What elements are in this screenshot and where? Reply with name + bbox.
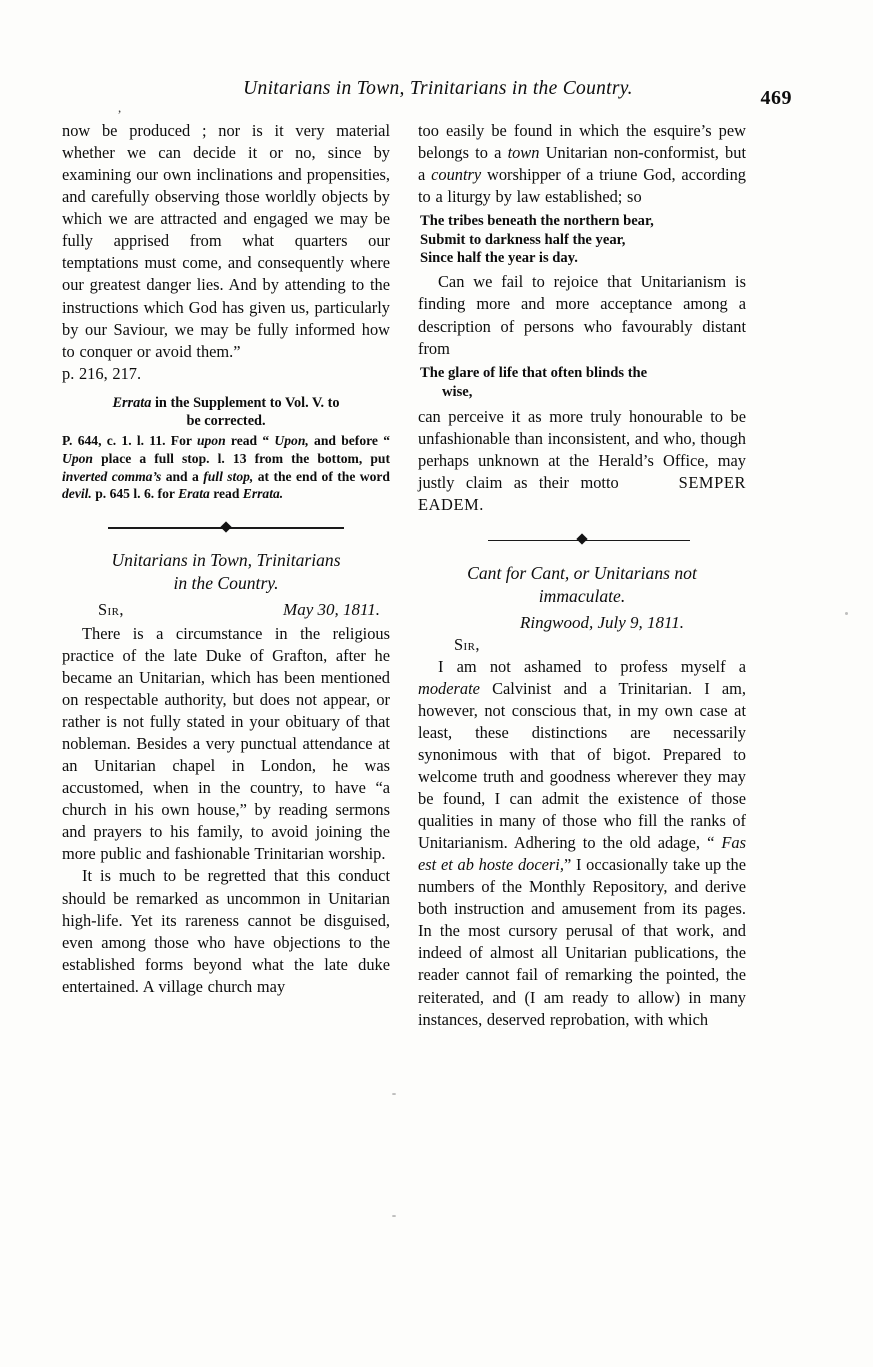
- right-paragraph-after-verse-2: [418, 406, 746, 516]
- errata-l2-it2: full stop,: [203, 468, 254, 484]
- errata-l3-it: Errata.: [242, 486, 284, 502]
- right-art-b: Calvinist and a Trinitarian. I am, however, not conscious that, in my own case at least, these distinctions are necessarily synonimous with that of bigot. Prepared to welcome truth and goodness wherever they may be found, I can admit the existence of those qualities in many of those who fill the ranks of Unitarianism. Adhering to the old adage, “: [418, 678, 746, 853]
- left-column: [62, 120, 390, 1031]
- errata-l2b: and a: [161, 468, 204, 484]
- errata-body: [62, 432, 390, 503]
- ornamental-divider-right: [418, 530, 746, 552]
- verse2-line2: wise,: [442, 383, 473, 400]
- right-cont-b: Unitarian non-conformist, but a: [418, 143, 746, 185]
- right-cont-italic-country: country: [431, 165, 482, 185]
- page-number: 469: [760, 87, 792, 109]
- right-art-a: I am not ashamed to profess myself a: [438, 656, 746, 676]
- scan-speck: [392, 1093, 396, 1095]
- errata-l1b: read “: [225, 433, 275, 449]
- left-continued-paragraph: now be produced ; nor is it very material whether we can decide it or no, since by examining our own inclinations and propensities, and carefully observing those worldly objects by which we are attracted and engaged we may be fully apprised from what quarters our temptations must come, and consequently where our greatest danger lies. And by attending to the instructions which God has given us, particularly by our Saviour, we may be fully informed how to conquer or avoid them.”: [62, 121, 390, 361]
- errata-heading: [62, 394, 390, 431]
- errata-l2d: p. 645 l. 6. for: [91, 486, 179, 502]
- dateline-right: Ringwood, July 9, 1811.: [520, 612, 684, 632]
- verse1-line3: Since half the year is day.: [420, 250, 578, 266]
- errata-l1-it2: Upon,: [274, 433, 309, 449]
- salutation-left: Sir,: [98, 599, 124, 619]
- left-article-paragraph-1: There is a circumstance in the religious practice of the late Duke of Grafton, after he became an Unitarian, which has been mentioned on respectable authority, but does not appear, or rather is not fully stated in your obituary of that nobleman. Besides a very punctual attendance at an Unitarian chapel in London, he was accustomed, when in the country, to have “a church in his own house,” by reading sermons and prayers to his family, to avoid joining the more public and fashionable Trinitarian worship.: [62, 623, 390, 864]
- verse-quotation-2: [418, 364, 746, 402]
- divider-rule: [488, 540, 690, 542]
- article-title-line1: Unitarians in Town, Trinitarians: [111, 550, 341, 571]
- two-column-layout: [62, 120, 814, 1031]
- errata-l1c: and before “: [308, 433, 390, 449]
- errata-l1-it1: upon: [196, 433, 226, 449]
- page-content: [62, 78, 814, 1031]
- right-art-c: ” I occasionally take up the numbers of the Monthly Repository, and derive both instruction and amusement from its pages. In the most cursory perusal of that work, and indeed of almost all Unitarian publications, the reader cannot fail of remarking the pointed, the reiterated, and (I am ready to allow) in many instances, deserved reprobation, with which: [418, 855, 747, 1029]
- right-article-paragraph-1: [418, 656, 746, 1031]
- article-title-right: [418, 562, 746, 608]
- errata-l2c: at the end of the word: [253, 468, 390, 484]
- right-cont-italic-town: town: [507, 143, 540, 163]
- page-citation: p. 216, 217.: [62, 363, 142, 383]
- verse-quotation-1: [418, 212, 746, 267]
- errata-l2-it3: devil.: [62, 486, 92, 502]
- salutation-row-left: [62, 600, 390, 623]
- right-cont-c: worshipper of a triune God, according to a liturgy by law established; so: [418, 165, 746, 207]
- errata-l2-it4: Erata: [178, 486, 210, 502]
- right-art-italic-moderate: moderate: [418, 678, 480, 698]
- diamond-ornament-icon: [576, 534, 587, 545]
- errata-heading-line2: be corrected.: [186, 413, 266, 430]
- errata-heading-rest: in the Supplement to Vol. V. to: [151, 394, 340, 411]
- errata-l2e: read: [209, 486, 240, 502]
- left-article-paragraph-2: It is much to be regretted that this conduct should be remarked as uncommon in Unitarian high-life. Yet its rareness cannot be disguised, even among those who have objections to the established forms beyond what the late duke entertained. A village church may: [62, 866, 390, 996]
- errata-l1a: P. 644, c. 1. l. 11. For: [62, 433, 197, 449]
- errata-l1d: place a full stop.: [92, 451, 210, 467]
- stray-mark: ,: [118, 100, 122, 115]
- scan-speck: [845, 612, 848, 615]
- errata-l2-it1: inverted comma’s: [62, 468, 162, 484]
- right-column: [418, 120, 746, 1031]
- errata-l2a: l. 13 from the bottom, put: [217, 451, 390, 467]
- verse1-line2: Submit to darkness half the year,: [420, 231, 626, 248]
- ornamental-divider: [62, 517, 390, 539]
- article-title-line2: in the Country.: [173, 572, 279, 593]
- scan-speck: [392, 1215, 396, 1217]
- article-title-left: [62, 549, 390, 595]
- running-head: [62, 78, 814, 115]
- right-paragraph-after-verse-1: Can we fail to rejoice that Unitarianism is finding more and more acceptance among a description of persons who favourably distant from: [418, 272, 746, 358]
- article-title-right-line2: immaculate.: [538, 585, 626, 606]
- errata-l1-it3: Upon: [62, 451, 93, 467]
- diamond-ornament-icon: [220, 521, 231, 532]
- right-cont-a: too easily be found in which the esquire’s pew belongs to a: [418, 121, 746, 163]
- errata-heading-italic: Errata: [112, 394, 152, 411]
- letter-date-left: May 30, 1811.: [283, 599, 380, 619]
- verse1-line1: The tribes beneath the northern bear,: [420, 213, 654, 230]
- verse2-line1: The glare of life that often blinds the: [420, 364, 648, 381]
- right-after-verse2-text: can perceive it as more truly honourable to be unfashionable than inconsistent, and who, though perhaps unknown at the Herald’s Office, may justly claim as their motto: [418, 406, 746, 492]
- motto-semper-eadem: SEMPER EADEM.: [418, 472, 746, 514]
- salutation-right: Sir,: [454, 634, 480, 654]
- article-title-right-line1: Cant for Cant, or Unitarians not: [467, 562, 697, 583]
- right-continued-paragraph: [418, 120, 746, 208]
- right-art-italic-latin: Fas est et ab hoste doceri,: [418, 833, 746, 875]
- running-head-title: Unitarians in Town, Trinitarians in the Country.: [243, 78, 633, 99]
